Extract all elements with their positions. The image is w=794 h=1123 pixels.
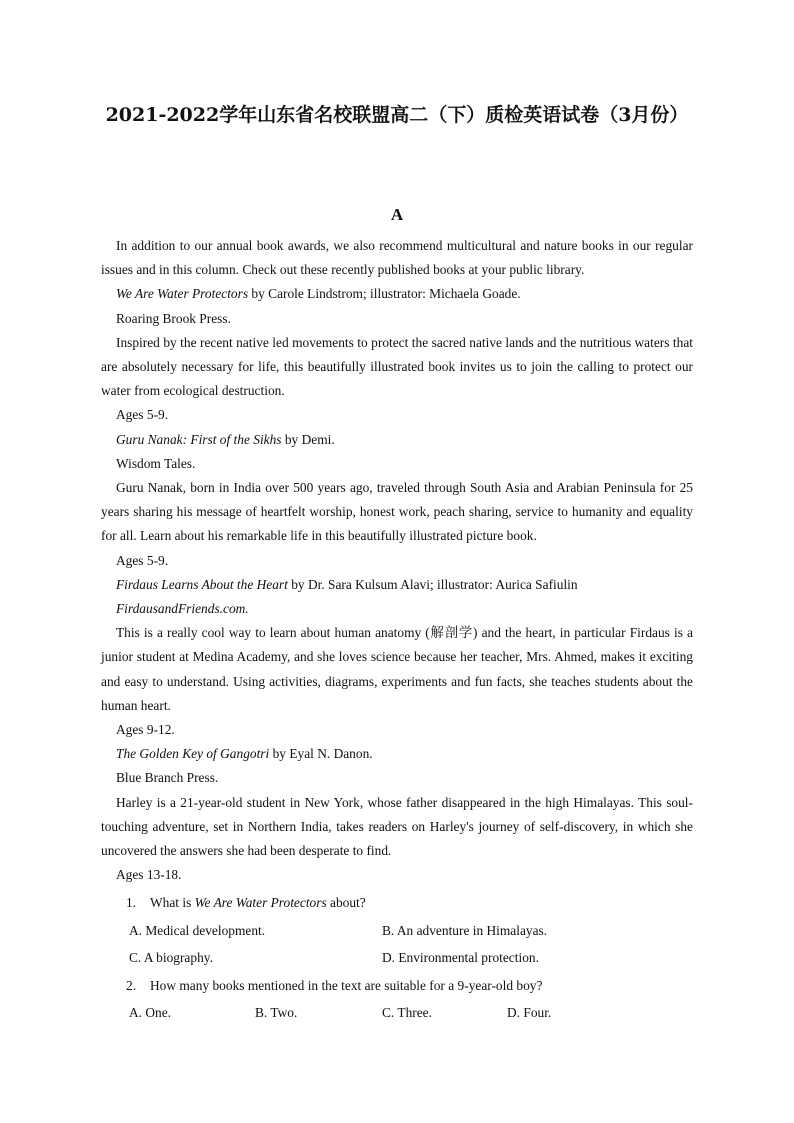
book-credit: by Eyal N. Danon. — [269, 746, 373, 762]
book-credit: by Carole Lindstrom; illustrator: Michaela Goade. — [248, 286, 521, 302]
option-b[interactable]: B. An adventure in Himalayas. — [382, 922, 548, 938]
book-publisher — [101, 597, 693, 621]
book-description: Guru Nanak, born in India over 500 years ago, traveled through South Asia and Arabian Peninsula for 25 years sharing his message of heartfelt worship, honest work, peach sharing, service to humanity and equality for all. Learn about his remarkable life in this beautifully illustrated picture book. — [101, 480, 693, 544]
book-title: Firdaus Learns About the Heart — [116, 576, 288, 592]
question-number: 2. — [126, 977, 137, 993]
book-description: This is a really cool way to learn about human anatomy (解剖学) and the heart, in particular Firdaus is a junior student at Medina Academy, and she loves science because her teacher, Mrs. Ahmed, makes it exciting and easy to understand. Using activities, diagrams, experiments and fun facts, she teaches students about the human heart. — [101, 625, 693, 713]
option-d[interactable]: D. Environmental protection. — [382, 950, 539, 965]
question-number: 1. — [126, 895, 137, 910]
book-credit: by Demi. — [281, 431, 335, 447]
book-ages: Ages 9-12. — [116, 722, 175, 738]
question-text-end: about? — [326, 895, 366, 910]
book-title-line — [101, 282, 693, 306]
option-row — [101, 917, 693, 945]
book-publisher: Roaring Brook Press. — [116, 310, 231, 326]
book-description: Inspired by the recent native led movements to protect the sacred native lands and the nutritious waters that are absolutely necessary for life, this beautifully illustrated book invites us to join the calling to protect our water from ecological destruction. — [101, 334, 693, 399]
option-c[interactable]: C. Three. — [382, 1005, 432, 1020]
book-publisher: Wisdom Tales. — [116, 455, 196, 471]
exam-title: 2021-2022学年山东省名校联盟高二（下）质检英语试卷（3月份） — [105, 104, 689, 126]
question-text: How many books mentioned in the text are suitable for a 9-year-old boy? — [150, 977, 543, 993]
book-title-line — [101, 428, 693, 452]
book-title: Guru Nanak: First of the Sikhs — [116, 431, 282, 447]
option-c[interactable]: C. A biography. — [129, 950, 213, 965]
reading-passage — [101, 234, 693, 887]
book-publisher-text: FirdausandFriends.com. — [116, 601, 249, 617]
intro-paragraph: In addition to our annual book awards, we also recommend multicultural and nature books in our regular issues and in this column. Check out these recently published books at your public library. — [101, 238, 693, 278]
book-description: Harley is a 21-year-old student in New York, whose father disappeared in the high Himalayas. This soul-touching adventure, set in Northern India, takes readers on Harley's journey of self-discovery, in which she uncovered the answers she had been desperate to find. — [101, 794, 693, 859]
option-row — [101, 944, 693, 972]
book-credit: by Dr. Sara Kulsum Alavi; illustrator: Aurica Safiulin — [287, 576, 578, 592]
option-b[interactable]: B. Two. — [255, 1005, 298, 1020]
question-text: What is — [150, 895, 195, 910]
question-stem — [101, 972, 693, 1000]
option-row — [101, 999, 693, 1027]
question-stem — [101, 889, 693, 917]
book-ages: Ages 5-9. — [116, 407, 169, 423]
question-text-italic: We Are Water Protectors — [194, 895, 327, 910]
book-title-line — [101, 573, 693, 597]
question-list — [101, 889, 693, 1027]
option-d[interactable]: D. Four. — [507, 1005, 552, 1020]
option-a[interactable]: A. One. — [129, 1005, 172, 1020]
option-a[interactable]: A. Medical development. — [129, 922, 266, 938]
book-title-line — [101, 742, 693, 766]
section-label: A — [390, 205, 404, 224]
book-title: We Are Water Protectors — [116, 286, 249, 302]
book-publisher: Blue Branch Press. — [116, 770, 219, 786]
book-ages: Ages 13-18. — [116, 867, 182, 883]
book-ages: Ages 5-9. — [116, 552, 169, 568]
book-title: The Golden Key of Gangotri — [116, 746, 270, 762]
